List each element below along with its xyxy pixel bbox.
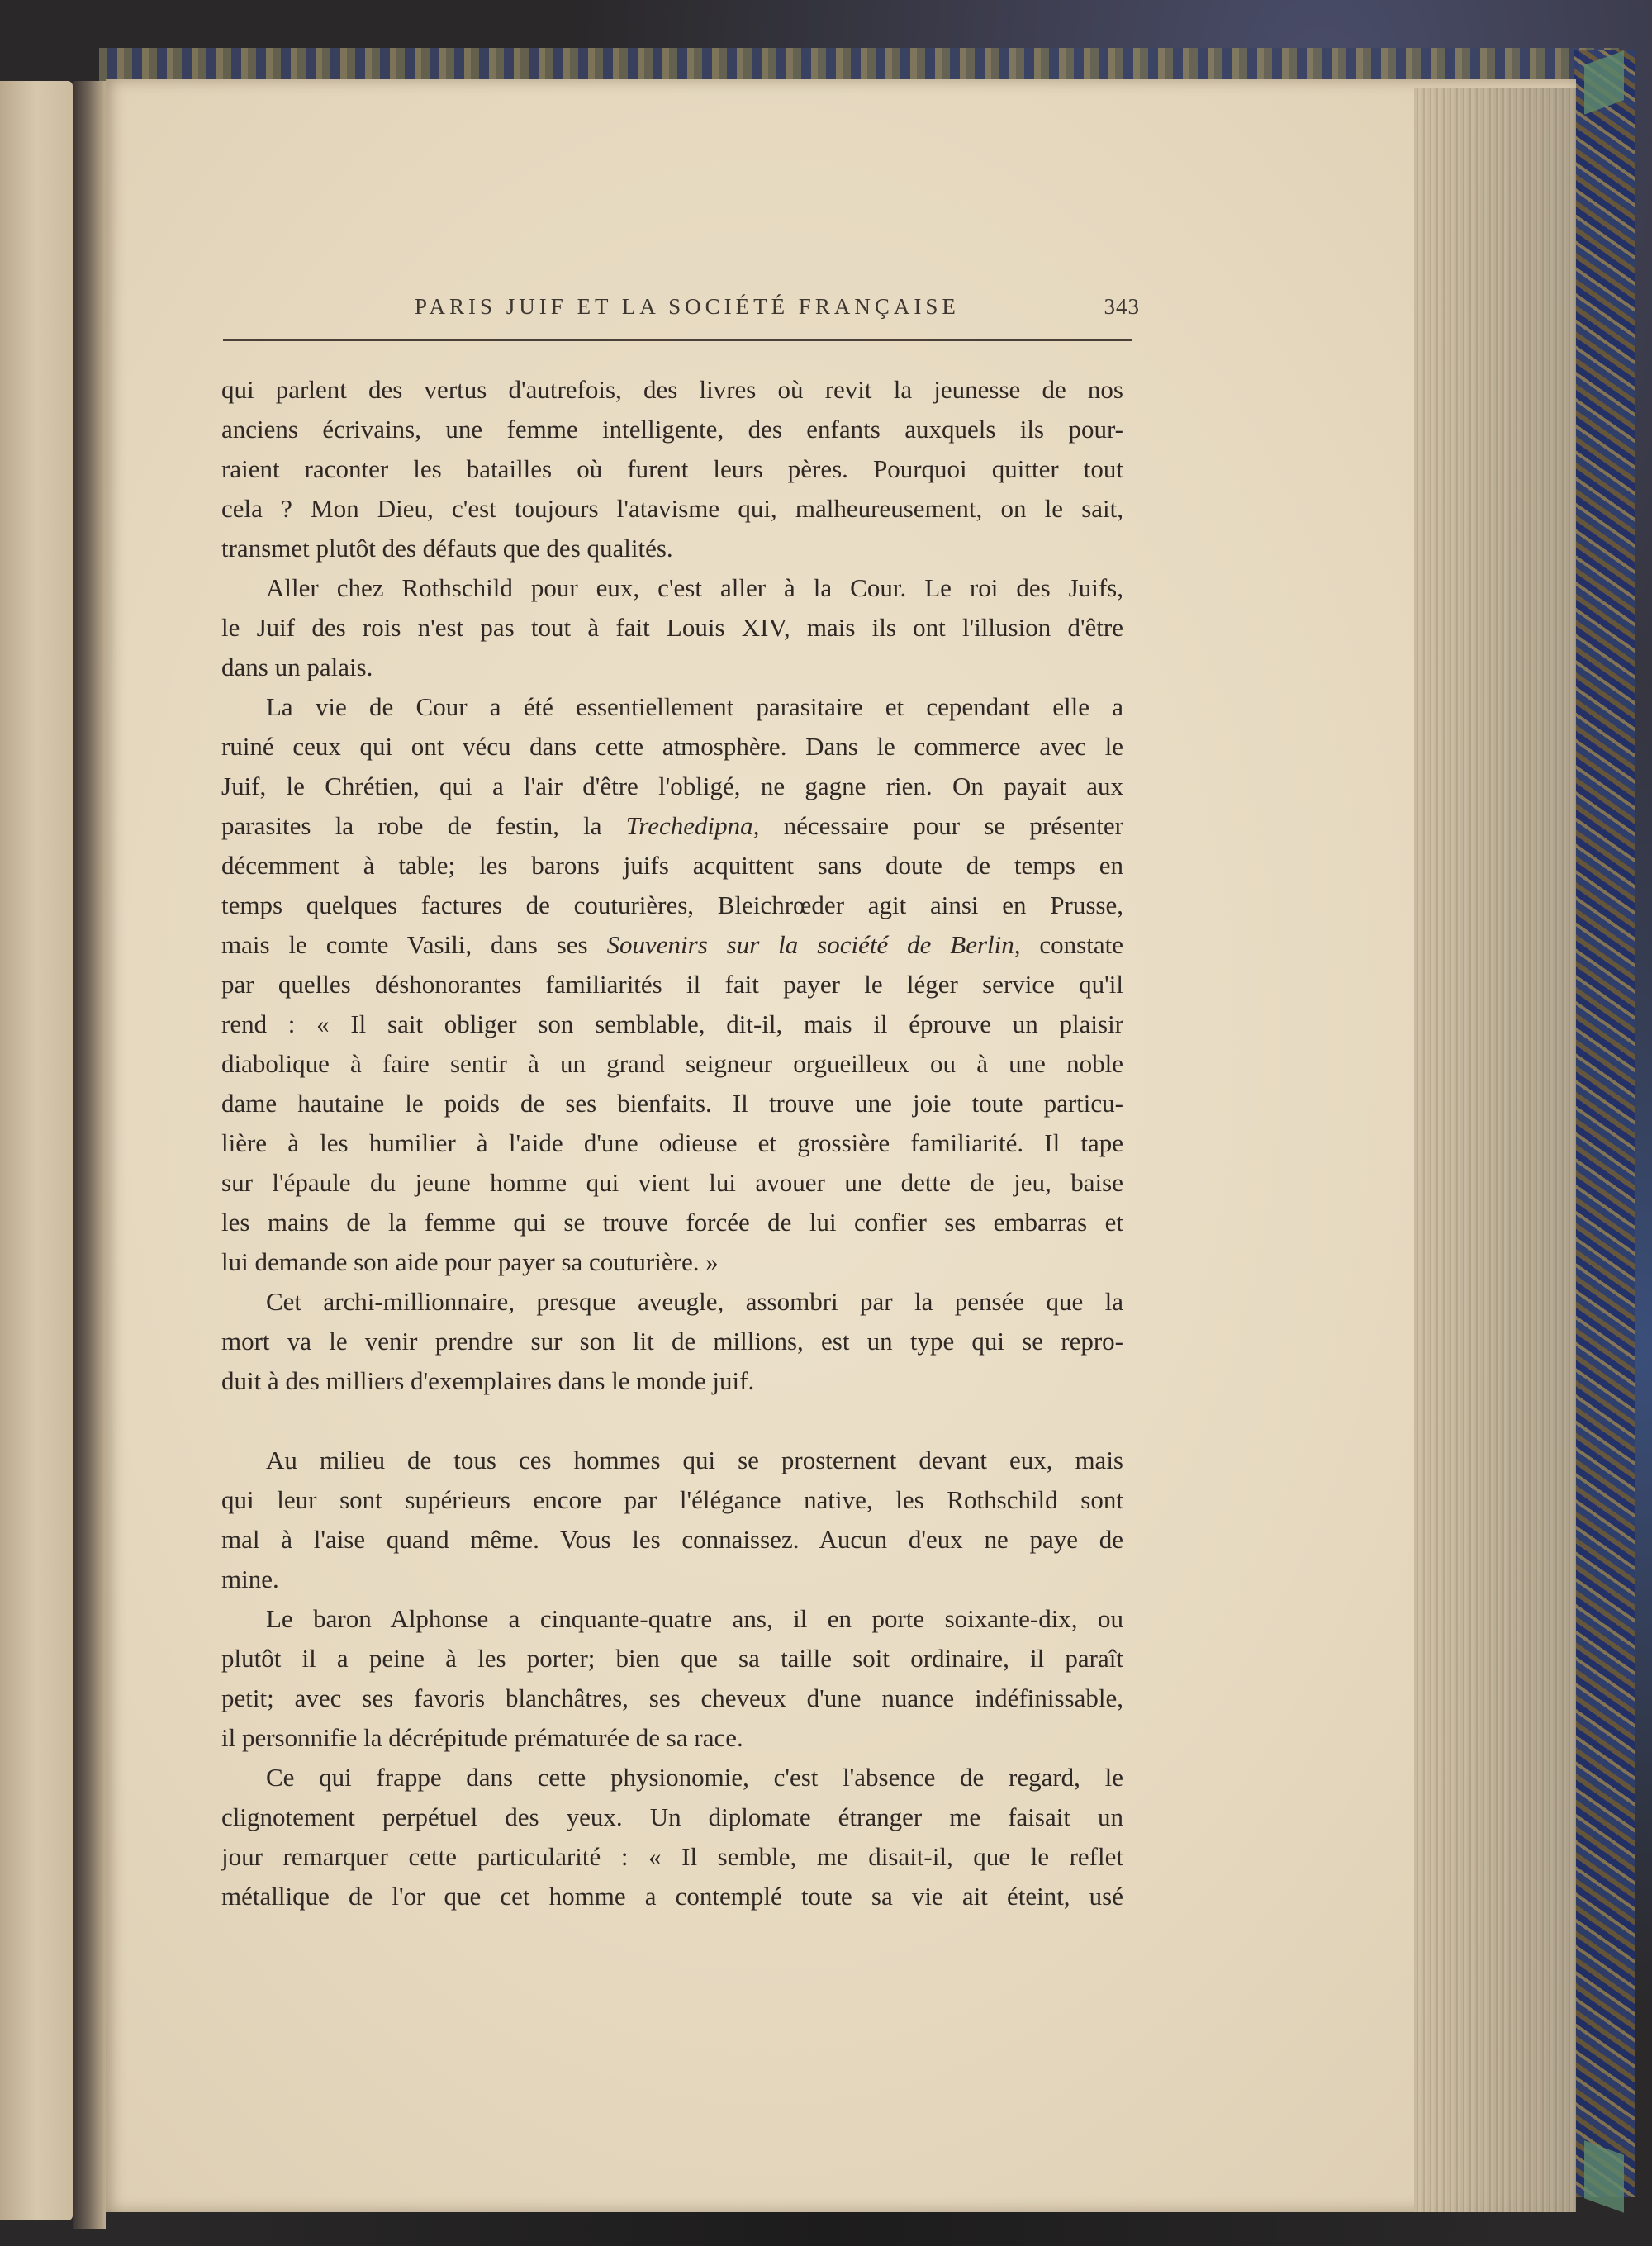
body-text [221,370,1123,1916]
paragraph [221,370,1123,568]
text-line: sur l'épaule du jeune homme qui vient lui avouer une dette de jeu, baise [221,1168,1123,1197]
text-line: raient raconter les batailles où furent leurs pères. Pourquoi quitter tout [221,454,1123,483]
running-head-title: PARIS JUIF ET LA SOCIÉTÉ FRANÇAISE [415,294,960,319]
paragraph [221,687,1123,1282]
text-line: transmet plutôt des défauts que des qualités. [221,534,673,563]
previous-page-edge [0,81,73,2220]
text-line: diabolique à faire sentir à un grand seigneur orgueilleux ou à une noble [221,1049,1123,1078]
page-gutter [73,81,106,2229]
text-line: Cet archi-millionnaire, presque aveugle, assombri par la pensée que la [266,1287,1123,1316]
text-line: dans un palais. [221,653,373,681]
text-line: plutôt il a peine à les porter; bien que sa taille soit ordinaire, il paraît [221,1644,1123,1673]
text-line: Le baron Alphonse a cinquante-quatre ans, il en porte soixante-dix, ou [266,1604,1123,1633]
paragraph [221,1599,1123,1758]
text-line: ruiné ceux qui ont vécu dans cette atmosphère. Dans le commerce avec le [221,732,1123,761]
text-line: qui parlent des vertus d'autrefois, des livres où revit la jeunesse de nos [221,375,1123,404]
paragraph [221,1758,1123,1916]
italic-title: Trechedipna, [625,811,760,840]
text-line: mine. [221,1565,279,1593]
paragraph [221,1441,1123,1599]
text-line [221,806,1123,846]
page-number: 343 [1104,294,1140,319]
text-fragment: nécessaire pour se présenter [759,811,1124,840]
text-line: lui demande son aide pour payer sa couturière. » [221,1247,719,1276]
text-line: il personnifie la décrépitude prématurée de sa race. [221,1723,743,1752]
text-line: La vie de Cour a été essentiellement parasitaire et cependant elle a [266,692,1123,721]
marbled-binding-edge [1574,50,1635,2197]
text-line: par quelles déshonorantes familiarités il fait payer le léger service qu'il [221,970,1123,999]
text-line: le Juif des rois n'est pas tout à fait Louis XIV, mais ils ont l'illusion d'être [221,613,1123,642]
text-line [221,925,1123,965]
text-line: temps quelques factures de couturières, Bleichrœder agit ainsi en Prusse, [221,890,1123,919]
text-fragment: constate [1020,930,1123,959]
paragraph [221,1282,1123,1401]
text-line: anciens écrivains, une femme intelligente, des enfants auxquels ils pour- [221,415,1123,444]
text-line: Juif, le Chrétien, qui a l'air d'être l'obligé, ne gagne rien. On payait aux [221,772,1123,800]
text-line: décemment à table; les barons juifs acquittent sans doute de temps en [221,851,1123,880]
text-line: Ce qui frappe dans cette physionomie, c'est l'absence de regard, le [266,1763,1123,1792]
text-fragment: parasites la robe de festin, la [221,811,626,840]
text-line: petit; avec ses favoris blanchâtres, ses cheveux d'une nuance indéfinissable, [221,1683,1123,1712]
text-line: Aller chez Rothschild pour eux, c'est aller à la Cour. Le roi des Juifs, [266,573,1123,602]
text-line: qui leur sont supérieurs encore par l'élégance native, les Rothschild sont [221,1485,1123,1514]
page-block-shade [1414,88,1576,2212]
text-line: jour remarquer cette particularité : « Il semble, me disait-il, que le reflet [221,1842,1123,1871]
header-rule [223,339,1132,341]
text-line: dame hautaine le poids de ses bienfaits. Il trouve une joie toute particu- [221,1089,1123,1118]
text-line: rend : « Il sait obliger son semblable, dit-il, mais il éprouve un plaisir [221,1009,1123,1038]
text-line: mort va le venir prendre sur son lit de millions, est un type qui se repro- [221,1327,1123,1356]
paragraph [221,568,1123,687]
text-line: Au milieu de tous ces hommes qui se prosternent devant eux, mais [266,1446,1123,1474]
text-line: les mains de la femme qui se trouve forcée de lui confier ses embarras et [221,1208,1123,1237]
italic-title: Souvenirs sur la société de Berlin, [606,930,1021,959]
text-line: cela ? Mon Dieu, c'est toujours l'atavisme qui, malheureusement, on le sait, [221,494,1123,523]
text-line: mal à l'aise quand même. Vous les connaissez. Aucun d'eux ne paye de [221,1525,1123,1554]
text-line: duit à des milliers d'exemplaires dans le monde juif. [221,1366,755,1395]
text-line: clignotement perpétuel des yeux. Un diplomate étranger me faisait un [221,1802,1123,1831]
text-fragment: mais le comte Vasili, dans ses [221,930,607,959]
running-head [223,291,1140,332]
marbled-top-edge [99,48,1619,81]
text-line: métallique de l'or que cet homme a contemplé toute sa vie ait éteint, usé [221,1882,1123,1911]
text-line: lière à les humilier à l'aide d'une odieuse et grossière familiarité. Il tape [221,1128,1123,1157]
